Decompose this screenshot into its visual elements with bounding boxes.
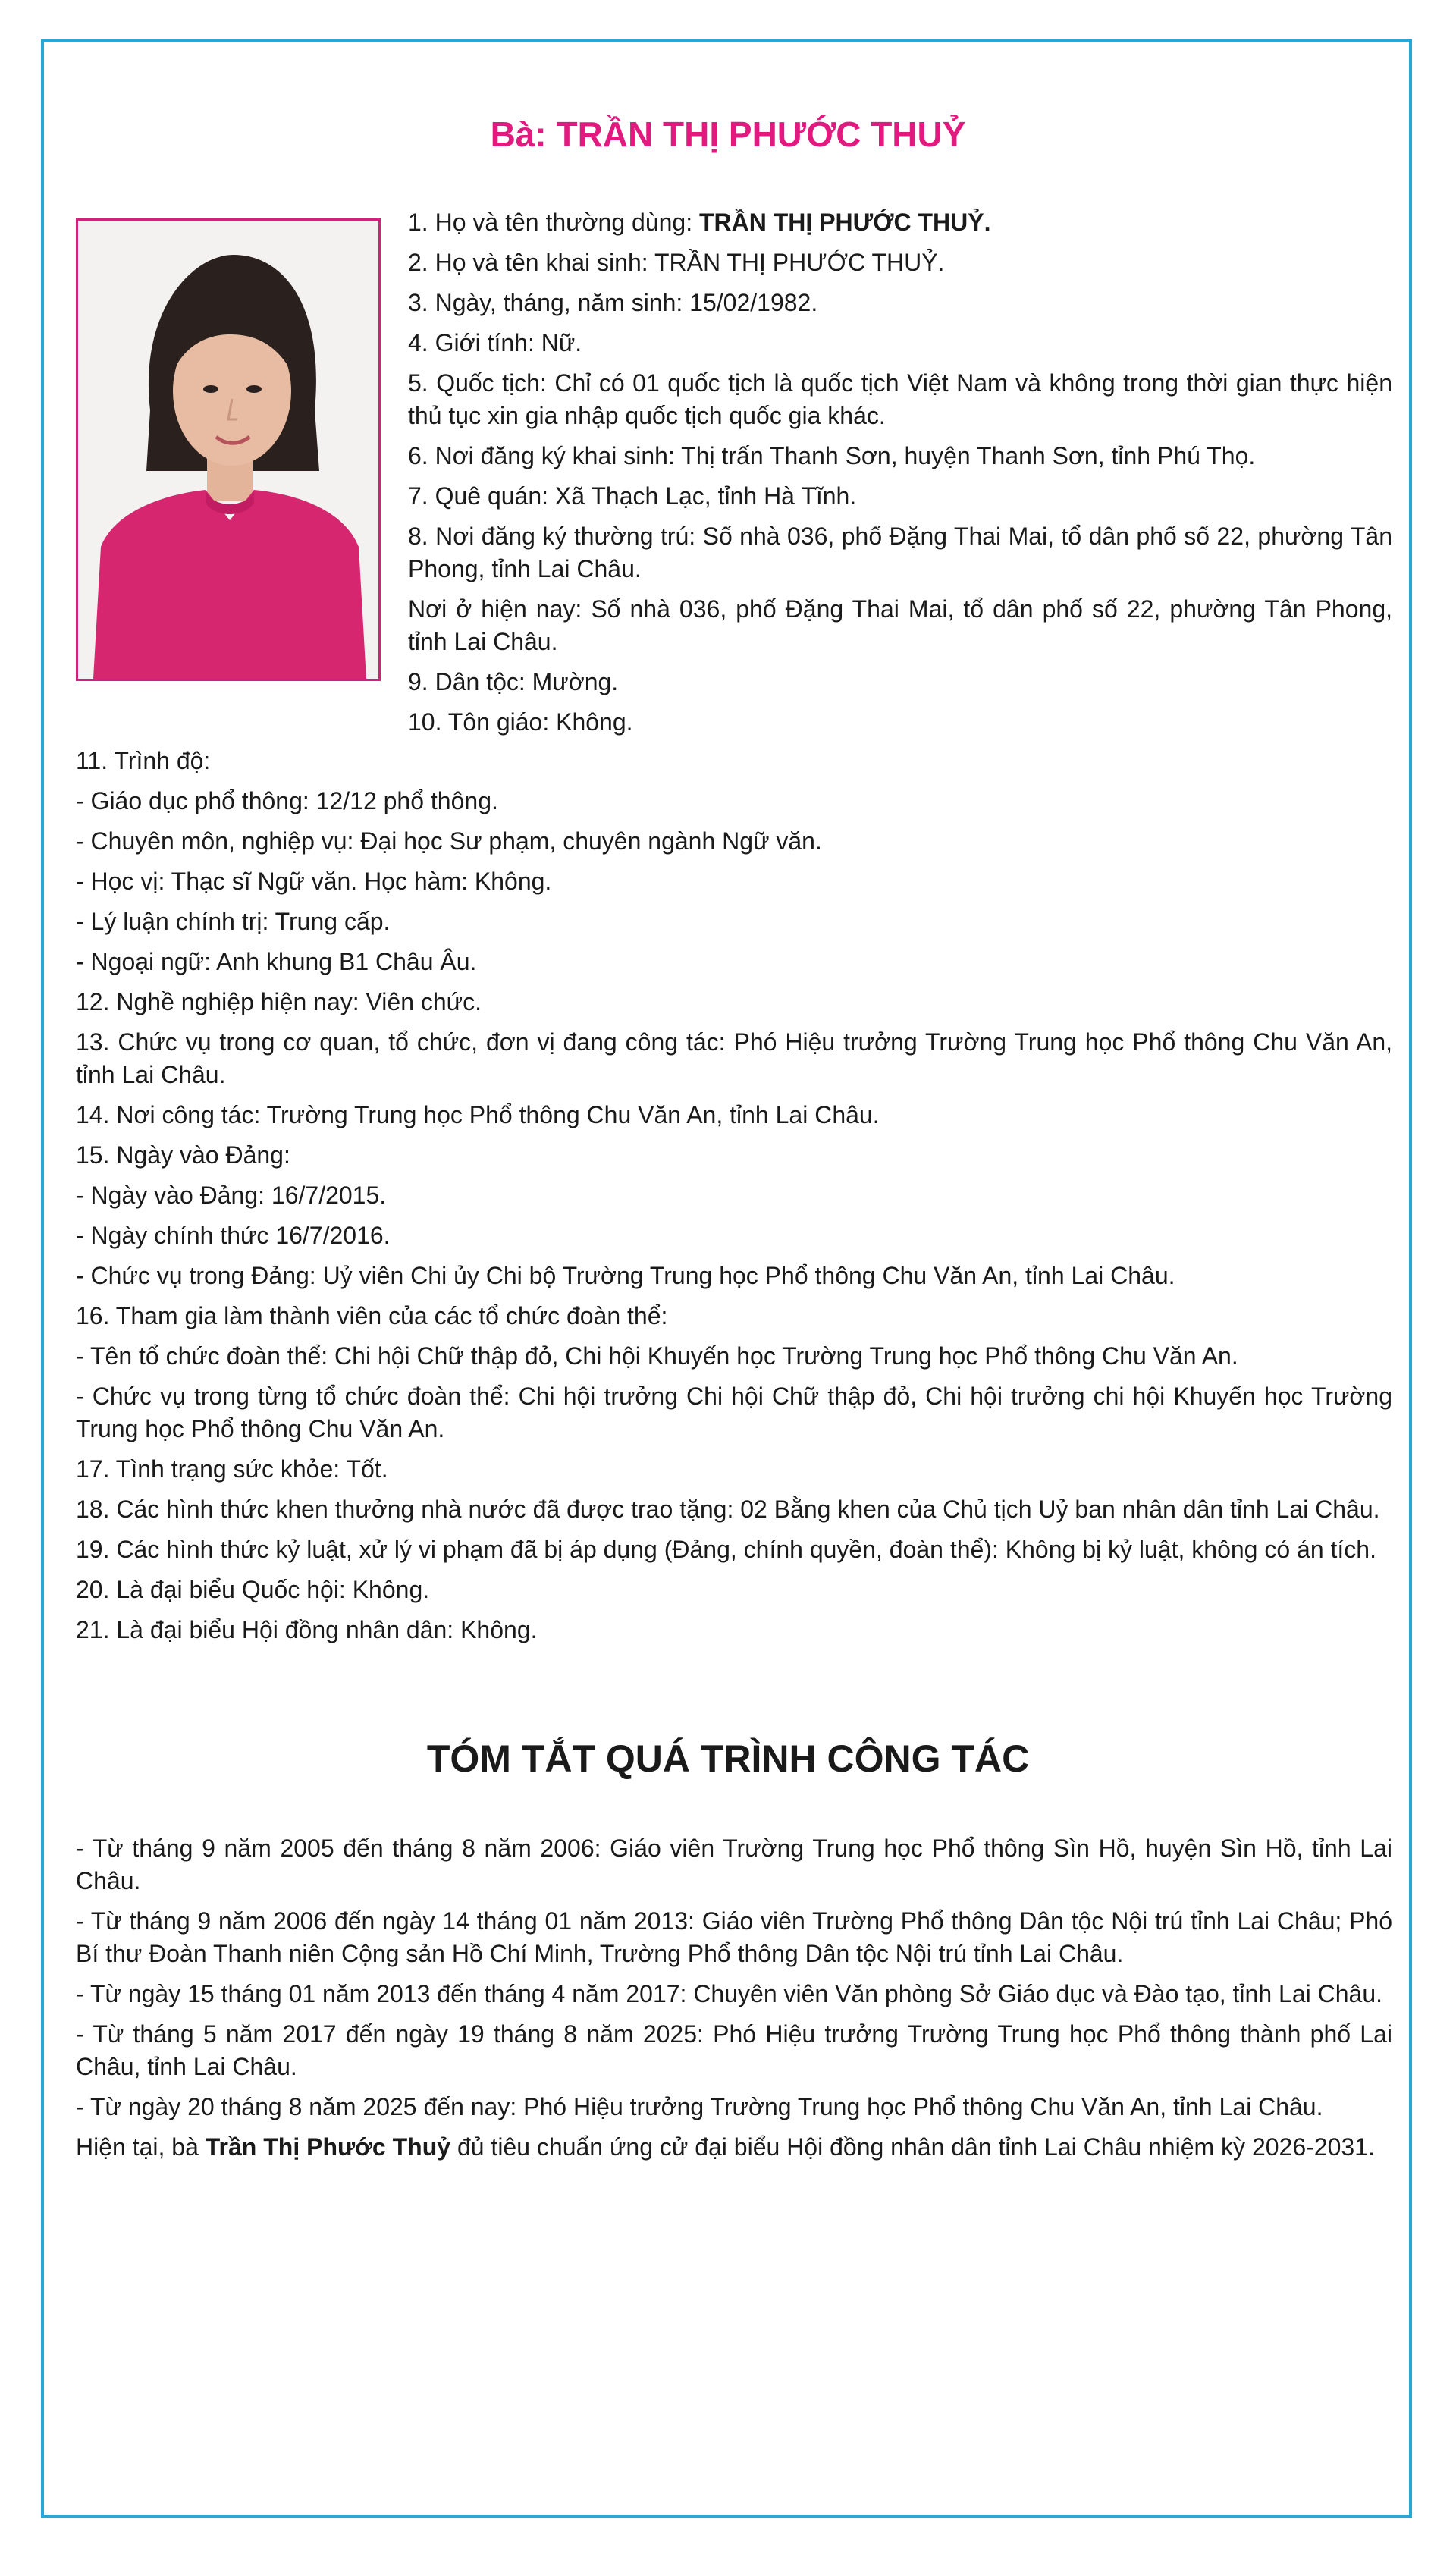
- bio-item: - Lý luận chính trị: Trung cấp.: [76, 908, 391, 935]
- bio-top-list: [408, 206, 1392, 746]
- bio-item: - Học vị: Thạc sĩ Ngữ văn. Học hàm: Không.: [76, 868, 552, 895]
- bio-item: Nơi ở hiện nay: Số nhà 036, phố Đặng Thai Mai, tổ dân phố số 22, phường Tân Phong, tỉnh Lai Châu.: [408, 595, 1392, 655]
- bio-item: 13. Chức vụ trong cơ quan, tổ chức, đơn vị đang công tác: Phó Hiệu trưởng Trường Trung học Phổ thông Chu Văn An, tỉnh Lai Châu.: [76, 1028, 1392, 1088]
- portrait-icon: [78, 221, 378, 679]
- bio-item: - Ngoại ngữ: Anh khung B1 Châu Âu.: [76, 948, 477, 975]
- work-history-item: - Từ tháng 9 năm 2005 đến tháng 8 năm 2006: Giáo viên Trường Trung học Phổ thông Sìn Hồ, huyện Sìn Hồ, tỉnh Lai Châu.: [76, 1835, 1392, 1894]
- bio-item: 17. Tình trạng sức khỏe: Tốt.: [76, 1455, 388, 1483]
- bio-item: 14. Nơi công tác: Trường Trung học Phổ thông Chu Văn An, tỉnh Lai Châu.: [76, 1101, 880, 1128]
- bio-item: 2. Họ và tên khai sinh: TRẦN THỊ PHƯỚC THUỶ.: [408, 249, 945, 276]
- bio-item: - Tên tổ chức đoàn thể: Chi hội Chữ thập đỏ, Chi hội Khuyến học Trường Trung học Phổ thông Chu Văn An.: [76, 1342, 1238, 1370]
- bio-item: 6. Nơi đăng ký khai sinh: Thị trấn Thanh Sơn, huyện Thanh Sơn, tỉnh Phú Thọ.: [408, 442, 1256, 469]
- work-history-list: [76, 1832, 1392, 2171]
- work-history-item: - Từ tháng 5 năm 2017 đến ngày 19 tháng 8 năm 2025: Phó Hiệu trưởng Trường Trung học Phổ thông thành phố Lai Châu, tỉnh Lai Châu.: [76, 2020, 1392, 2080]
- work-history-item: - Từ tháng 9 năm 2006 đến ngày 14 tháng 01 năm 2013: Giáo viên Trường Phổ thông Dân tộc Nội trú tỉnh Lai Châu; Phó Bí thư Đoàn Thanh niên Cộng sản Hồ Chí Minh, Trường Phổ thông Dân tộc Nội trú tỉnh Lai Châu.: [76, 1907, 1392, 1967]
- bio-item: 4. Giới tính: Nữ.: [408, 329, 582, 356]
- bio-item: - Chuyên môn, nghiệp vụ: Đại học Sư phạm, chuyên ngành Ngữ văn.: [76, 827, 822, 855]
- bio-item: 21. Là đại biểu Hội đồng nhân dân: Không.: [76, 1616, 538, 1643]
- bio-item: 3. Ngày, tháng, năm sinh: 15/02/1982.: [408, 289, 818, 316]
- bio-item: 20. Là đại biểu Quốc hội: Không.: [76, 1576, 430, 1603]
- bio-main-list: [76, 745, 1392, 1654]
- bio-item: - Ngày vào Đảng: 16/7/2015.: [76, 1182, 387, 1209]
- bio-item: 18. Các hình thức khen thưởng nhà nước đã được trao tặng: 02 Bằng khen của Chủ tịch Uỷ ban nhân dân tỉnh Lai Châu.: [76, 1496, 1380, 1523]
- bio-item: 10. Tôn giáo: Không.: [408, 708, 633, 736]
- bio-item: 8. Nơi đăng ký thường trú: Số nhà 036, phố Đặng Thai Mai, tổ dân phố số 22, phường Tân Phong, tỉnh Lai Châu.: [408, 523, 1392, 582]
- bio-item: - Chức vụ trong Đảng: Uỷ viên Chi ủy Chi bộ Trường Trung học Phổ thông Chu Văn An, tỉnh Lai Châu.: [76, 1262, 1175, 1289]
- bio-item: 19. Các hình thức kỷ luật, xử lý vi phạm đã bị áp dụng (Đảng, chính quyền, đoàn thể): Không bị kỷ luật, không có án tích.: [76, 1536, 1376, 1563]
- bio-item: - Chức vụ trong từng tổ chức đoàn thể: Chi hội trưởng Chi hội Chữ thập đỏ, Chi hội trưởng chi hội Khuyến học Trường Trung học Phổ thông Chu Văn An.: [76, 1383, 1392, 1442]
- bio-item: 7. Quê quán: Xã Thạch Lạc, tỉnh Hà Tĩnh.: [408, 482, 857, 510]
- bio-item: 12. Nghề nghiệp hiện nay: Viên chức.: [76, 988, 482, 1015]
- work-history-item: - Từ ngày 15 tháng 01 năm 2013 đến tháng 4 năm 2017: Chuyên viên Văn phòng Sở Giáo dục và Đào tạo, tỉnh Lai Châu.: [76, 1980, 1382, 2007]
- section-title: TÓM TẮT QUÁ TRÌNH CÔNG TÁC: [426, 1737, 1030, 1780]
- bio-item: 16. Tham gia làm thành viên của các tổ chức đoàn thể:: [76, 1302, 668, 1329]
- bio-item: - Ngày chính thức 16/7/2016.: [76, 1222, 391, 1249]
- bio-item: - Giáo dục phổ thông: 12/12 phổ thông.: [76, 787, 498, 814]
- conclusion: Hiện tại, bà Trần Thị Phước Thuỷ đủ tiêu chuẩn ứng cử đại biểu Hội đồng nhân dân tỉnh Lai Châu nhiệm kỳ 2026-2031.: [76, 2133, 1375, 2161]
- bio-item: 15. Ngày vào Đảng:: [76, 1141, 290, 1169]
- bio-item: 11. Trình độ:: [76, 747, 211, 774]
- work-history-item: - Từ ngày 20 tháng 8 năm 2025 đến nay: Phó Hiệu trưởng Trường Trung học Phổ thông Chu Văn An, tỉnh Lai Châu.: [76, 2093, 1323, 2120]
- bio-item: 5. Quốc tịch: Chỉ có 01 quốc tịch là quốc tịch Việt Nam và không trong thời gian thực hiện thủ tục xin gia nhập quốc tịch quốc gia khác.: [408, 369, 1392, 429]
- portrait-photo: [76, 218, 381, 681]
- bio-item: 1. Họ và tên thường dùng: TRẦN THỊ PHƯỚC THUỶ.: [408, 209, 991, 236]
- bio-item: 9. Dân tộc: Mường.: [408, 668, 619, 695]
- page-title: Bà: TRẦN THỊ PHƯỚC THUỶ: [490, 115, 966, 154]
